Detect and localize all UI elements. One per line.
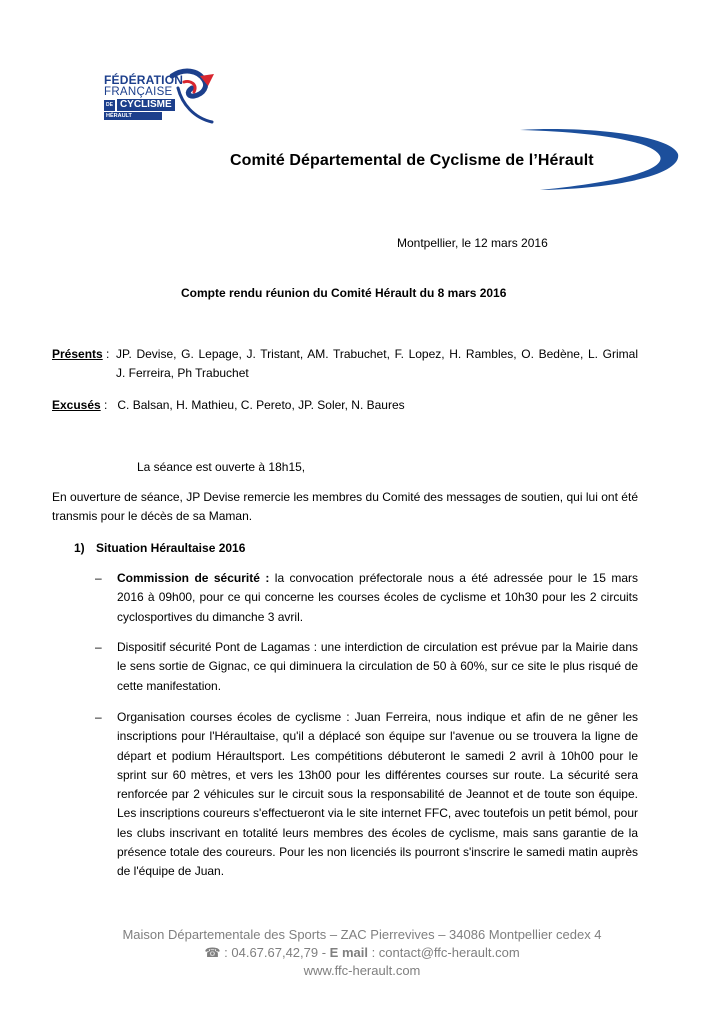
- bullet-item: [95, 638, 638, 696]
- bullet-body: Organisation courses écoles de cyclisme : Juan Ferreira, nous indique et afin de ne gêner les inscriptions pour l'Héraultaise, qu'il a déplacé son équipe sur l'avenue ou se trouvera la ligne de départ et podium Héraultsport. Les compétitions débuteront le samedi 2 avril à 10h00 pour le sprint sur 60 mètres, et vers les 13h00 pour les différentes courses sur route. La sécurité sera renforcée par 2 véhicules sur le circuit sous la responsabilité de Jeannot et de toute son équipe. Les inscriptions coureurs s'effectueront via le site internet FFC, avec toutefois un petit bémol, pour les clubs inscrivant en totalité leurs membres des écoles de cyclisme, mais sans garantie de la présence totale des coureurs. Pour les non licenciés ils pourront s'inscrire le samedi matin auprès de l'équipe de Juan.: [117, 710, 638, 879]
- attendees-line1: JP. Devise, G. Lepage, J. Tristant, AM. Trabuchet, F. Lopez, H. Rambles, O. Bedène, L. Grimal: [116, 347, 638, 361]
- section-heading: [74, 539, 245, 558]
- attendees-label: Présents: [52, 347, 103, 361]
- footer-email-label: E mail: [329, 945, 368, 960]
- attendees-sep: :: [102, 347, 110, 361]
- logo-line1: FÉDÉRATION: [104, 73, 184, 87]
- footer-email[interactable]: : contact@ffc-herault.com: [367, 945, 520, 960]
- bullet-body: la convocation préfectorale nous a été adressée pour le 15 mars 2016 à 09h00, pour ce qui concerne les courses écoles de cyclisme et 10h30 pour les 2 circuits cyclosportives du dimanche 3 avril.: [117, 571, 638, 624]
- excused-sep: :: [100, 398, 108, 412]
- bullet-item: [95, 569, 638, 627]
- report-title: Compte rendu réunion du Comité Hérault du 8 mars 2016: [181, 286, 507, 300]
- footer-contact: [0, 944, 724, 961]
- excused-block: [52, 396, 405, 415]
- date-line: Montpellier, le 12 mars 2016: [397, 236, 548, 250]
- phone-icon: ☎: [204, 945, 221, 960]
- excused-label: Excusés: [52, 398, 101, 412]
- bullet-text: [117, 569, 638, 627]
- attendees-line2: J. Ferreira, Ph Trabuchet: [116, 366, 249, 380]
- bullet-body: Dispositif sécurité Pont de Lagamas : une interdiction de circulation est prévue par la Mairie dans le sens sortie de Gignac, ce qui diminuera la circulation de 50 à 60%, sur ce site le plus risqué de cette manifestation.: [117, 640, 638, 693]
- section-number: 1): [74, 541, 85, 555]
- bullet-dash: –: [95, 571, 102, 585]
- logo-de: DE: [104, 100, 115, 111]
- logo-cyclisme: CYCLISME: [117, 99, 175, 111]
- footer-phone: : 04.67.67,42,79 -: [220, 945, 330, 960]
- excused-names: C. Balsan, H. Mathieu, C. Pereto, JP. Soler, N. Baures: [117, 398, 405, 412]
- header-title: Comité Départemental de Cyclisme de l’Hérault: [230, 152, 594, 169]
- bullet-item: [95, 708, 638, 882]
- bullet-bold: Commission de sécurité :: [117, 571, 270, 585]
- attendees-block: [52, 345, 638, 364]
- intro-paragraph: En ouverture de séance, JP Devise remercie les membres du Comité des messages de soutien, qui lui ont été transmis pour le décès de sa Maman.: [52, 490, 638, 524]
- logo-line2: FRANÇAISE: [104, 86, 173, 98]
- bullet-text: [117, 708, 638, 882]
- bullet-text: [117, 638, 638, 696]
- ffc-logo: [96, 66, 226, 128]
- bullet-dash: –: [95, 710, 102, 724]
- attendees-label-wrap: [52, 345, 116, 364]
- opening-line: La séance est ouverte à 18h15,: [137, 460, 306, 474]
- section-title: Situation Héraultaise 2016: [96, 541, 246, 555]
- footer-address: Maison Départementale des Sports – ZAC Pierrevives – 34086 Montpellier cedex 4: [122, 927, 602, 942]
- bullet-dash: –: [95, 640, 102, 654]
- cyclist-logo-icon: [164, 66, 226, 128]
- footer-website-link[interactable]: www.ffc-herault.com: [303, 963, 421, 978]
- logo-dept: HÉRAULT: [104, 112, 162, 120]
